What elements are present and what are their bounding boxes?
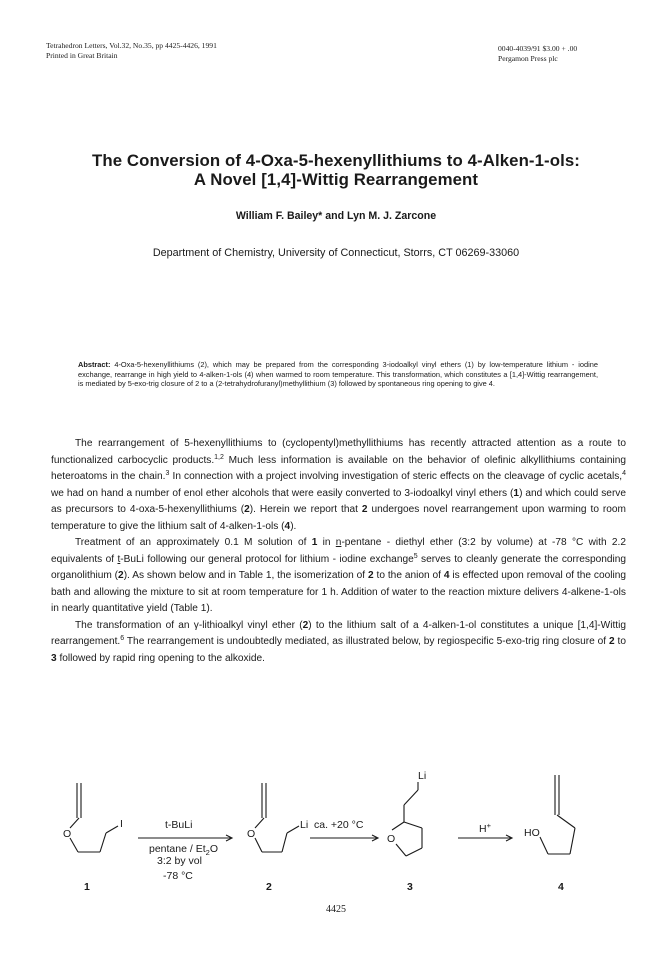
- acid-workup: H+: [479, 821, 491, 835]
- compound-number: 1: [513, 487, 520, 499]
- structure-4: [540, 775, 575, 854]
- abstract-text: 4-Oxa-5-hexenyllithiums (2), which may be prepared from the corresponding 3-iodoalkyl vinyl ethers (1) by low-temperature lithium - iodine exchange, rearrange in high yield to 4-alken-1-ols (4) when warmed to room temperature. This transformation, which constitutes a [1,4]-Wittig rearrangement, is mediated by 5-exo-trig closure of 2 to a (2-tetrahydrofuranyl)methyllithium (3) followed by spontaneous ring opening to give 4.: [78, 360, 598, 389]
- compound-label-2: 2: [266, 881, 272, 893]
- lithium-atom: Li: [418, 770, 427, 782]
- oxygen-atom: O: [63, 828, 72, 840]
- p2-text-e: serves to cleanly generate the corresponding organolithium (: [51, 553, 626, 581]
- compound-number: 2: [118, 570, 124, 581]
- iodine-atom: I: [120, 818, 123, 830]
- abstract-label: Abstract:: [78, 360, 111, 369]
- compound-number: 4: [284, 520, 291, 532]
- compound-number: 2: [608, 636, 615, 647]
- p1-text-c: In connection with a project involving investigation of steric effects on the cleavage of cyclic acetals,: [169, 471, 623, 482]
- compound-label-4: 4: [558, 881, 564, 893]
- p2-text-a: Treatment of an approximately 0.1 M solution of: [75, 537, 312, 548]
- article-title: [40, 151, 632, 189]
- compound-number: 2: [244, 504, 250, 515]
- citation-ref: 5: [413, 552, 418, 560]
- p2-text-d: -BuLi following our general protocol for lithium - iodine exchange: [120, 553, 414, 565]
- p1-text-f: ). Herein we report that: [249, 504, 362, 515]
- p1-text-g: undergoes novel rearrangement upon warming to room temperature to give the lithium salt of 4-alken-1-ols (: [51, 504, 626, 532]
- p3-text-e: followed by rapid ring opening to the alkoxide.: [56, 652, 265, 664]
- printed-in: Printed in Great Britain: [46, 51, 118, 60]
- hydroxyl-group: HO: [524, 827, 540, 839]
- structure-3: [392, 782, 422, 856]
- p2-text-c: -pentane - diethyl ether (3:2 by volume) at -78 °C with 2.2 equivalents of: [51, 537, 626, 565]
- temperature-condition: -78 °C: [163, 870, 193, 882]
- journal-citation: Tetrahedron Letters, Vol.32, No.35, pp 4425-4426, 1991: [46, 41, 217, 50]
- publisher: Pergamon Press plc: [498, 54, 558, 63]
- citation-ref: 3: [165, 470, 170, 477]
- p2-text-g: to the anion of: [373, 570, 444, 581]
- p2-text-f: ). As shown below and in Table 1, the isomerization of: [123, 570, 369, 581]
- compound-number: 3: [51, 652, 57, 664]
- solvent-ratio: 3:2 by vol: [157, 855, 202, 867]
- structure-2: [255, 783, 299, 852]
- affiliation: Department of Chemistry, University of Connecticut, Storrs, CT 06269-33060: [152, 247, 520, 259]
- article-body: [51, 436, 626, 667]
- citation-ref: 4: [622, 470, 626, 477]
- paragraph-2: [51, 535, 626, 618]
- author-conjunction: and: [325, 210, 345, 222]
- compound-number: 2: [368, 570, 374, 581]
- page-number: 4425: [326, 904, 346, 915]
- compound-number: 2: [361, 504, 368, 515]
- p2-text-h: is effected upon removal of the cooling bath and allowing the mixture to sit at room temperature for 1 h. Addition of water to the reaction mixture delivers 4-alkene-1-ols in nearly quantitative yield (Table 1).: [51, 570, 626, 614]
- compound-label-3: 3: [407, 881, 413, 893]
- p2-text-b: in: [317, 537, 336, 548]
- oxygen-atom: O: [387, 833, 396, 845]
- citation-ref: 1,2: [214, 453, 224, 461]
- p3-text-a: The transformation of an γ-lithioalkyl vinyl ether (: [75, 619, 303, 631]
- paragraph-1: [51, 436, 626, 535]
- journal-header-right: [498, 44, 577, 64]
- oxygen-atom: O: [247, 828, 256, 840]
- author-2: Lyn M. J. Zarcone: [347, 210, 437, 222]
- paragraph-3: [51, 618, 626, 668]
- warming-condition: ca. +20 °C: [314, 819, 364, 831]
- abstract: [78, 360, 598, 389]
- author-list: [40, 210, 632, 222]
- tert-prefix: t: [117, 553, 121, 565]
- compound-number: 2: [302, 619, 309, 631]
- p3-text-d: to: [614, 636, 626, 647]
- p3-text-b: ) to the lithium salt of a 4-alken-1-ol constitutes a unique [1,4]-Wittig rearrangement.: [51, 619, 626, 647]
- journal-header-left: [46, 41, 217, 61]
- compound-label-1: 1: [84, 881, 90, 893]
- reaction-scheme: [40, 770, 640, 900]
- p1-text-e: ) and which could serve as precursors to 4-oxa-5-hexenyllithiums (: [51, 487, 627, 515]
- p1-text-a: The rearrangement of 5-hexenyllithiums to (cyclopentyl)methyllithiums has recently attracted attention as a route to functionalized carbocyclic products.: [51, 438, 626, 466]
- issn-price: 0040-4039/91 $3.00 + .00: [498, 44, 578, 53]
- title-line-1: The Conversion of 4-Oxa-5-hexenyllithiums to 4-Alken-1-ols:: [92, 151, 580, 170]
- p3-text-c: The rearrangement is undoubtedly mediated, as illustrated below, by regiospecific 5-exo-trig ring closure of: [124, 636, 609, 647]
- p1-text-h: ).: [290, 520, 297, 532]
- reagent-tbuli: t-BuLi: [165, 819, 193, 831]
- p1-text-b: Much less information is available on the behavior of olefinic alkyllithiums containing heteroatoms in the chain.: [51, 454, 626, 482]
- lithium-atom: Li: [300, 819, 309, 831]
- author-1: William F. Bailey*: [235, 210, 323, 222]
- structure-1: [70, 783, 118, 852]
- normal-prefix: n: [335, 537, 342, 548]
- compound-number: 1: [311, 537, 318, 548]
- solvent-conditions: pentane / $Et_2O$: [149, 843, 218, 857]
- citation-ref: 6: [120, 635, 125, 642]
- compound-number: 4: [443, 570, 450, 581]
- p1-text-d: we had on hand a number of enol ether alcohols that were easily converted to 3-iodoalkyl vinyl ethers (: [51, 487, 514, 499]
- title-line-2: A Novel [1,4]-Wittig Rearrangement: [193, 170, 479, 189]
